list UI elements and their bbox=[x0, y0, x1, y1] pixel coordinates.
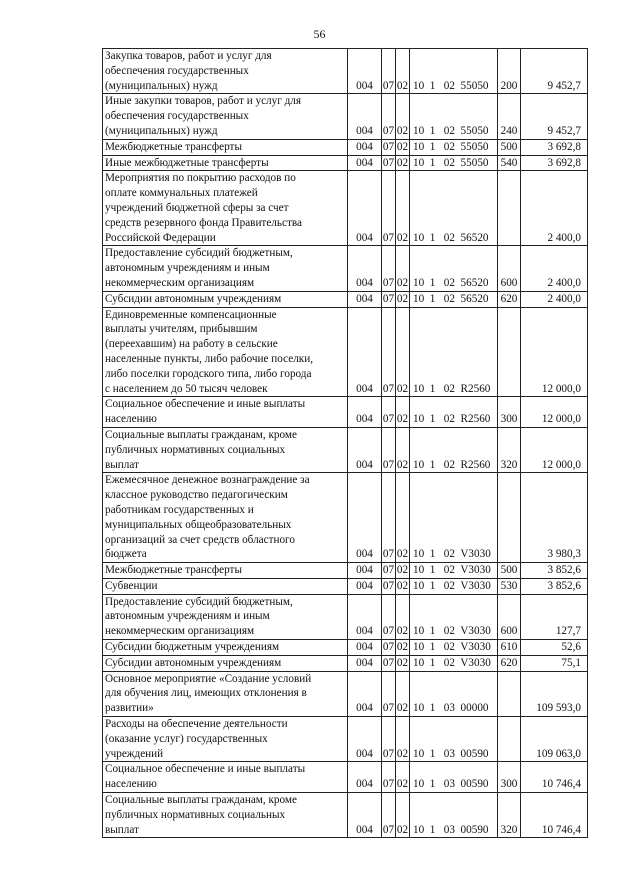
expense-name: Ежемесячное денежное вознаграждение за классное руководство педагогическим работникам государственных и муниципальных общеобразовательных организаций за счет средств областного бюджета bbox=[103, 473, 348, 563]
expense-name: Предоставление субсидий бюджетным, автономным учреждениям и иным некоммерческим организациям bbox=[103, 594, 348, 639]
ministry-code: 004 bbox=[348, 307, 382, 397]
expense-name: Межбюджетные трансферты bbox=[103, 563, 348, 579]
expense-name: Мероприятия по покрытию расходов по оплате коммунальных платежей учреждений бюджетной сферы за счет средств резервного фонда Правительства Российской Федерации bbox=[103, 171, 348, 246]
ministry-code: 004 bbox=[348, 139, 382, 155]
expense-name: Закупка товаров, работ и услуг для обеспечения государственных (муниципальных) нужд bbox=[103, 49, 348, 94]
table-row bbox=[103, 594, 588, 639]
expense-name: Социальное обеспечение и иные выплаты населению bbox=[103, 397, 348, 428]
target-article-code: 10 1 02 56520 bbox=[410, 171, 498, 246]
section-code: 07 bbox=[382, 717, 396, 762]
amount: 3 852,6 bbox=[521, 563, 588, 579]
section-code: 07 bbox=[382, 155, 396, 171]
amount: 3 852,6 bbox=[521, 578, 588, 594]
section-code: 07 bbox=[382, 563, 396, 579]
ministry-code: 004 bbox=[348, 49, 382, 94]
subsection-code: 02 bbox=[396, 671, 410, 716]
subsection-code: 02 bbox=[396, 594, 410, 639]
target-article-code: 10 1 02 55050 bbox=[410, 49, 498, 94]
ministry-code: 004 bbox=[348, 291, 382, 307]
ministry-code: 004 bbox=[348, 594, 382, 639]
amount: 127,7 bbox=[521, 594, 588, 639]
ministry-code: 004 bbox=[348, 762, 382, 793]
expense-type-code: 620 bbox=[498, 655, 521, 671]
amount: 12 000,0 bbox=[521, 307, 588, 397]
section-code: 07 bbox=[382, 578, 396, 594]
subsection-code: 02 bbox=[396, 397, 410, 428]
target-article-code: 10 1 02 V3030 bbox=[410, 473, 498, 563]
ministry-code: 004 bbox=[348, 640, 382, 656]
expense-name: Субсидии автономным учреждениям bbox=[103, 291, 348, 307]
amount: 10 746,4 bbox=[521, 793, 588, 838]
amount: 9 452,7 bbox=[521, 49, 588, 94]
table-row bbox=[103, 246, 588, 291]
expense-type-code: 200 bbox=[498, 49, 521, 94]
expense-type-code: 300 bbox=[498, 762, 521, 793]
expense-name: Единовременные компенсационные выплаты учителям, прибывшим (переехавшим) на работу в сельские населенные пункты, либо рабочие поселки, либо поселки городского типа, либо города с населением до 50 тысяч человек bbox=[103, 307, 348, 397]
target-article-code: 10 1 02 56520 bbox=[410, 291, 498, 307]
subsection-code: 02 bbox=[396, 291, 410, 307]
expense-name: Предоставление субсидий бюджетным, автономным учреждениям и иным некоммерческим организациям bbox=[103, 246, 348, 291]
table-row bbox=[103, 139, 588, 155]
amount: 75,1 bbox=[521, 655, 588, 671]
section-code: 07 bbox=[382, 307, 396, 397]
section-code: 07 bbox=[382, 94, 396, 139]
expense-name: Межбюджетные трансферты bbox=[103, 139, 348, 155]
expense-name: Иные межбюджетные трансферты bbox=[103, 155, 348, 171]
target-article-code: 10 1 03 00000 bbox=[410, 671, 498, 716]
table-row bbox=[103, 473, 588, 563]
subsection-code: 02 bbox=[396, 307, 410, 397]
expense-type-code bbox=[498, 171, 521, 246]
expense-type-code: 530 bbox=[498, 578, 521, 594]
ministry-code: 004 bbox=[348, 397, 382, 428]
table-row bbox=[103, 171, 588, 246]
expense-type-code bbox=[498, 671, 521, 716]
amount: 2 400,0 bbox=[521, 291, 588, 307]
expense-type-code bbox=[498, 307, 521, 397]
expense-name: Социальное обеспечение и иные выплаты населению bbox=[103, 762, 348, 793]
section-code: 07 bbox=[382, 427, 396, 472]
subsection-code: 02 bbox=[396, 793, 410, 838]
table-row bbox=[103, 49, 588, 94]
ministry-code: 004 bbox=[348, 655, 382, 671]
amount: 52,6 bbox=[521, 640, 588, 656]
table-row bbox=[103, 578, 588, 594]
section-code: 07 bbox=[382, 640, 396, 656]
expense-name: Социальные выплаты гражданам, кроме публичных нормативных социальных выплат bbox=[103, 427, 348, 472]
table-row bbox=[103, 671, 588, 716]
subsection-code: 02 bbox=[396, 640, 410, 656]
subsection-code: 02 bbox=[396, 49, 410, 94]
section-code: 07 bbox=[382, 793, 396, 838]
target-article-code: 10 1 02 R2560 bbox=[410, 397, 498, 428]
table-row bbox=[103, 793, 588, 838]
subsection-code: 02 bbox=[396, 94, 410, 139]
table-row bbox=[103, 655, 588, 671]
amount: 109 593,0 bbox=[521, 671, 588, 716]
amount: 109 063,0 bbox=[521, 717, 588, 762]
table-row bbox=[103, 291, 588, 307]
table-row bbox=[103, 717, 588, 762]
target-article-code: 10 1 02 R2560 bbox=[410, 307, 498, 397]
section-code: 07 bbox=[382, 171, 396, 246]
expense-type-code: 500 bbox=[498, 563, 521, 579]
table-row bbox=[103, 427, 588, 472]
section-code: 07 bbox=[382, 473, 396, 563]
budget-table-body bbox=[103, 49, 588, 838]
subsection-code: 02 bbox=[396, 155, 410, 171]
budget-table bbox=[102, 48, 588, 838]
target-article-code: 10 1 03 00590 bbox=[410, 717, 498, 762]
ministry-code: 004 bbox=[348, 155, 382, 171]
expense-type-code: 320 bbox=[498, 427, 521, 472]
section-code: 07 bbox=[382, 291, 396, 307]
target-article-code: 10 1 03 00590 bbox=[410, 793, 498, 838]
section-code: 07 bbox=[382, 49, 396, 94]
subsection-code: 02 bbox=[396, 473, 410, 563]
section-code: 07 bbox=[382, 671, 396, 716]
expense-type-code bbox=[498, 717, 521, 762]
ministry-code: 004 bbox=[348, 671, 382, 716]
subsection-code: 02 bbox=[396, 171, 410, 246]
subsection-code: 02 bbox=[396, 246, 410, 291]
subsection-code: 02 bbox=[396, 578, 410, 594]
table-row bbox=[103, 94, 588, 139]
expense-type-code: 610 bbox=[498, 640, 521, 656]
subsection-code: 02 bbox=[396, 655, 410, 671]
expense-name: Основное мероприятие «Создание условий для обучения лиц, имеющих отклонения в развитии» bbox=[103, 671, 348, 716]
amount: 9 452,7 bbox=[521, 94, 588, 139]
page-number: 56 bbox=[313, 27, 326, 41]
subsection-code: 02 bbox=[396, 563, 410, 579]
expense-name: Расходы на обеспечение деятельности (оказание услуг) государственных учреждений bbox=[103, 717, 348, 762]
ministry-code: 004 bbox=[348, 427, 382, 472]
section-code: 07 bbox=[382, 397, 396, 428]
section-code: 07 bbox=[382, 246, 396, 291]
expense-name: Субвенции bbox=[103, 578, 348, 594]
section-code: 07 bbox=[382, 594, 396, 639]
ministry-code: 004 bbox=[348, 473, 382, 563]
target-article-code: 10 1 02 V3030 bbox=[410, 563, 498, 579]
expense-type-code: 600 bbox=[498, 594, 521, 639]
expense-type-code: 540 bbox=[498, 155, 521, 171]
expense-name: Субсидии бюджетным учреждениям bbox=[103, 640, 348, 656]
amount: 3 692,8 bbox=[521, 139, 588, 155]
target-article-code: 10 1 02 56520 bbox=[410, 246, 498, 291]
subsection-code: 02 bbox=[396, 427, 410, 472]
expense-type-code: 240 bbox=[498, 94, 521, 139]
expense-type-code: 320 bbox=[498, 793, 521, 838]
ministry-code: 004 bbox=[348, 171, 382, 246]
target-article-code: 10 1 02 V3030 bbox=[410, 655, 498, 671]
target-article-code: 10 1 02 R2560 bbox=[410, 427, 498, 472]
amount: 2 400,0 bbox=[521, 171, 588, 246]
table-row bbox=[103, 762, 588, 793]
target-article-code: 10 1 02 55050 bbox=[410, 139, 498, 155]
expense-type-code: 620 bbox=[498, 291, 521, 307]
ministry-code: 004 bbox=[348, 563, 382, 579]
section-code: 07 bbox=[382, 139, 396, 155]
subsection-code: 02 bbox=[396, 762, 410, 793]
ministry-code: 004 bbox=[348, 246, 382, 291]
amount: 2 400,0 bbox=[521, 246, 588, 291]
subsection-code: 02 bbox=[396, 717, 410, 762]
table-row bbox=[103, 155, 588, 171]
expense-name: Субсидии автономным учреждениям bbox=[103, 655, 348, 671]
target-article-code: 10 1 02 V3030 bbox=[410, 578, 498, 594]
table-row bbox=[103, 563, 588, 579]
ministry-code: 004 bbox=[348, 717, 382, 762]
amount: 10 746,4 bbox=[521, 762, 588, 793]
expense-type-code bbox=[498, 473, 521, 563]
ministry-code: 004 bbox=[348, 793, 382, 838]
section-code: 07 bbox=[382, 655, 396, 671]
expense-type-code: 600 bbox=[498, 246, 521, 291]
expense-name: Социальные выплаты гражданам, кроме публичных нормативных социальных выплат bbox=[103, 793, 348, 838]
expense-type-code: 500 bbox=[498, 139, 521, 155]
table-row bbox=[103, 307, 588, 397]
table-row bbox=[103, 640, 588, 656]
amount: 12 000,0 bbox=[521, 427, 588, 472]
amount: 12 000,0 bbox=[521, 397, 588, 428]
amount: 3 692,8 bbox=[521, 155, 588, 171]
subsection-code: 02 bbox=[396, 139, 410, 155]
target-article-code: 10 1 02 55050 bbox=[410, 155, 498, 171]
expense-type-code: 300 bbox=[498, 397, 521, 428]
amount: 3 980,3 bbox=[521, 473, 588, 563]
target-article-code: 10 1 03 00590 bbox=[410, 762, 498, 793]
ministry-code: 004 bbox=[348, 94, 382, 139]
target-article-code: 10 1 02 V3030 bbox=[410, 640, 498, 656]
expense-name: Иные закупки товаров, работ и услуг для обеспечения государственных (муниципальных) нужд bbox=[103, 94, 348, 139]
target-article-code: 10 1 02 V3030 bbox=[410, 594, 498, 639]
ministry-code: 004 bbox=[348, 578, 382, 594]
section-code: 07 bbox=[382, 762, 396, 793]
target-article-code: 10 1 02 55050 bbox=[410, 94, 498, 139]
table-row bbox=[103, 397, 588, 428]
